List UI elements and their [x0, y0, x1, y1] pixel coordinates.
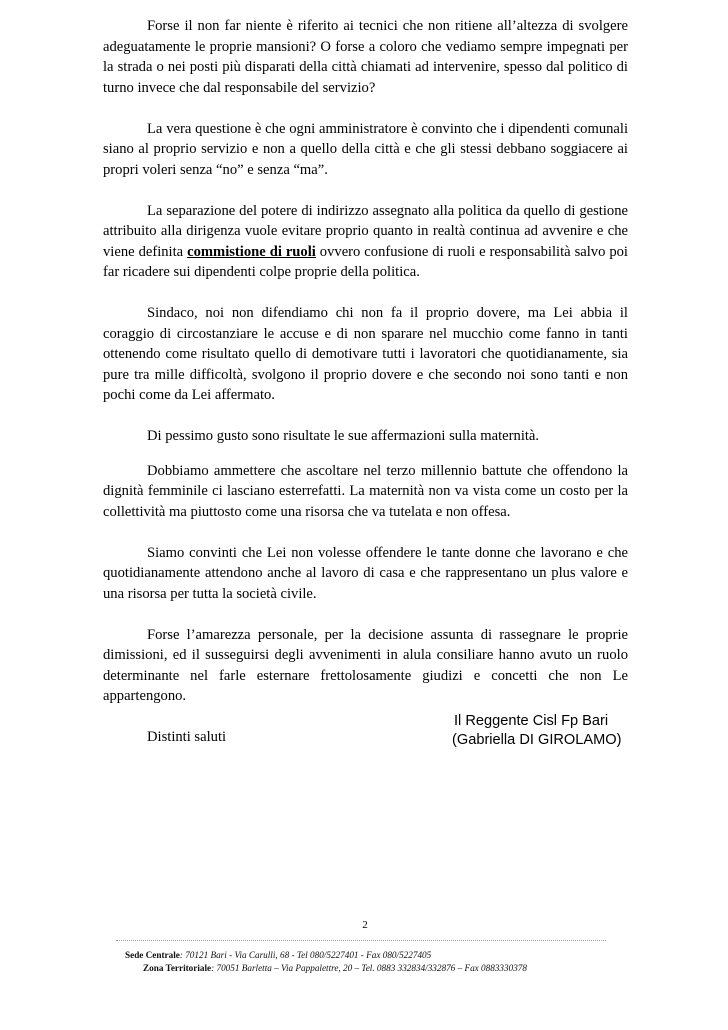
closing-salutation: Distinti saluti [147, 729, 227, 745]
footer-headquarters [125, 949, 645, 962]
paragraph-7: Siamo convinti che Lei non volesse offendere le tante donne che lavorano e che quotidianamente attendono anche al lavoro di casa e che rappresentano un plus valore e una risorsa per tutta la società civile. [103, 544, 628, 602]
paragraph-1: Forse il non far niente è riferito ai tecnici che non ritiene all’altezza di svolgere adeguatamente le proprie mansioni? O forse a coloro che vediamo sempre impegnati per la strada o nei posti più disparati della città chiamati ad intervenire, spesso dal politico di turno invece che dal responsabile del servizio? [103, 18, 628, 96]
footer-branch-label: Zona Territoriale [143, 963, 212, 973]
paragraph-6: Dobbiamo ammettere che ascoltare nel terzo millennio battute che offendono la dignità femminile ci lasciano esterrefatti. La maternità non va vista come un costo per la collettività ma piuttosto come una risorsa che va tutelata e non offesa. [103, 462, 628, 520]
page-number: 2 [362, 919, 368, 931]
emphasized-phrase: commistione di ruoli [187, 243, 316, 260]
paragraph-3 [103, 201, 628, 283]
paragraph-8: Forse l’amarezza personale, per la decisione assunta di rassegnare le proprie dimissioni, ed il susseguirsi degli avvenimenti in alula consiliare hanno avuto un ruolo determinante nel farle esternare frettolosamente giudizi e concetti che non Le appartengono. [103, 626, 628, 704]
footer-hq-text: : 70121 Bari - Via Carulli, 68 - Tel 080/5227401 - Fax 080/5227405 [179, 950, 432, 960]
paragraph-2: La vera questione è che ogni amministratore è convinto che i dipendenti comunali siano al proprio servizio e non a quello della città e che gli stessi debbano soggiacere ai propri voleri senza “no” e senza “ma”. [103, 120, 628, 178]
signature-block [440, 712, 640, 750]
footer-divider [116, 940, 606, 941]
paragraph-4: Sindaco, noi non difendiamo chi non fa il proprio dovere, ma Lei abbia il coraggio di circostanziare le accuse e di non sparare nel mucchio come fanno in tanti ottenendo come risultato quello di demotivare tutti i lavoratori che quotidianamente, sia pure tra mille difficoltà, svolgono il proprio dovere e che secondo noi sono tanti e non pochi come da Lei affermato. [103, 305, 628, 403]
footer-branch-text: : 70051 Barletta – Via Pappalettre, 20 – Tel. 0883 332834/332876 – Fax 0883330378 [211, 963, 527, 973]
footer [125, 949, 645, 975]
paragraph-3-start: La separazione del potere di indirizzo assegnato alla politica da quello di gestione attribuito alla dirigenza vuole evitare proprio quanto in realtà continua ad avvenire e che viene definita [103, 202, 628, 260]
paragraph-3-end: ovvero confusione di ruoli e responsabilità salvo poi far ricadere sui dipendenti colpe proprie della politica. [103, 243, 628, 280]
paragraph-5: Di pessimo gusto sono risultate le sue affermazioni sulla maternità. [147, 428, 540, 444]
signatory-role: Il Reggente Cisl Fp Bari [454, 713, 609, 729]
footer-branch [125, 962, 645, 975]
signatory-name: (Gabriella DI GIROLAMO) [452, 732, 622, 748]
letter-body [103, 16, 628, 768]
footer-hq-label: Sede Centrale [125, 950, 180, 960]
